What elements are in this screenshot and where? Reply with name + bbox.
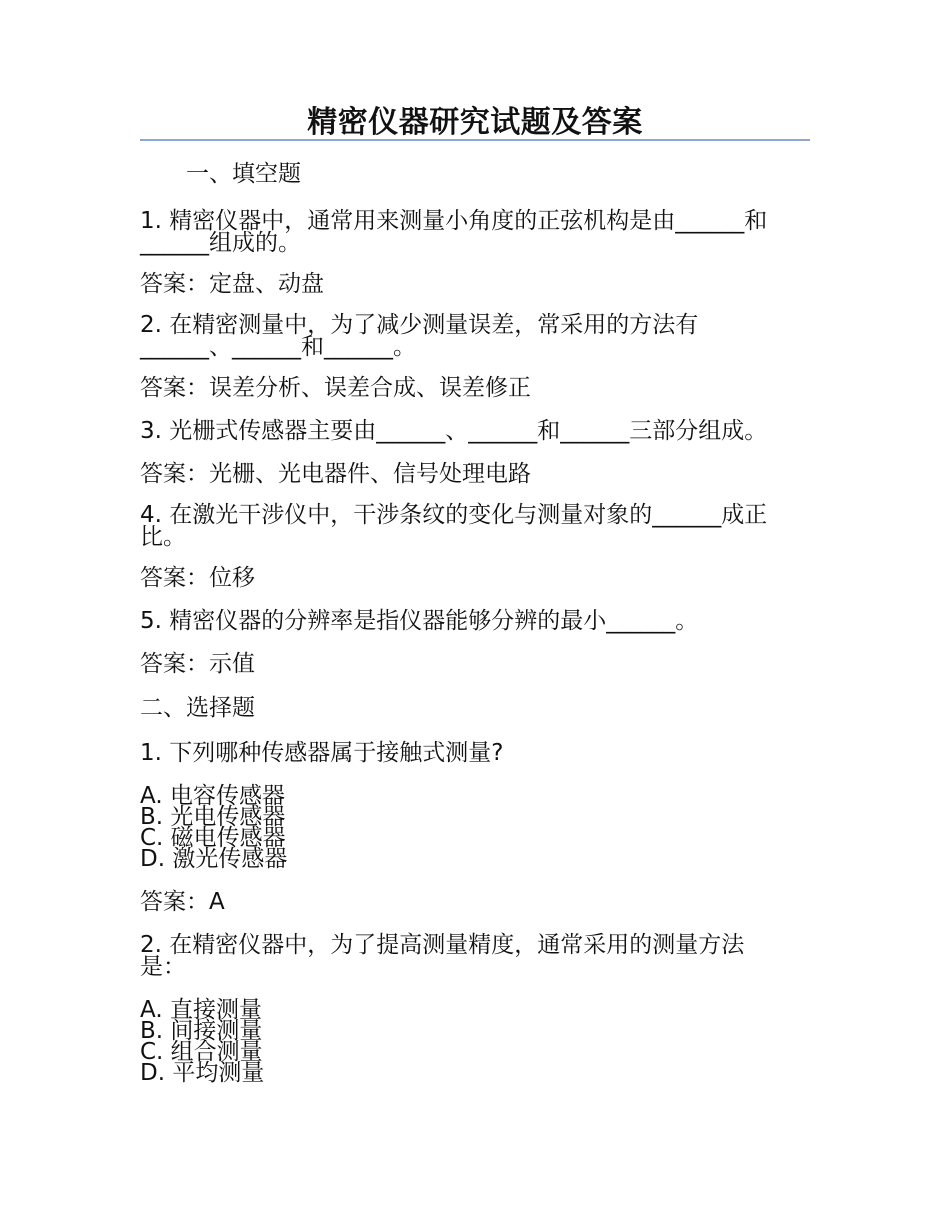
fill-question-3: 3. 光栅式传感器主要由______、______和______三部分组成。 — [140, 418, 768, 444]
fill-question-5: 5. 精密仪器的分辨率是指仪器能够分辨的最小______。 — [140, 608, 699, 634]
option-c: C. 组合测量 — [140, 1039, 263, 1065]
question-text-line: ______、______和______。 — [140, 334, 416, 360]
option-a: A. 直接测量 — [140, 997, 262, 1023]
option-c: C. 磁电传感器 — [140, 825, 286, 851]
fill-question-4 — [140, 504, 810, 548]
choice-question-1: 1. 下列哪种传感器属于接触式测量? — [140, 740, 504, 766]
question-text-line: 1. 精密仪器中，通常用来测量小角度的正弦机构是由______和 — [140, 208, 768, 234]
choice-options-2 — [140, 997, 810, 1086]
answer-text: 答案：示值 — [140, 651, 255, 677]
question-text-line: ______组成的。 — [140, 230, 301, 256]
section-heading-fill-blank: 一、填空题 — [186, 161, 301, 187]
option-d: D. 激光传感器 — [140, 846, 288, 872]
page-title: 精密仪器研究试题及答案 — [307, 105, 643, 140]
question-text-line: 2. 在精密仪器中，为了提高测量精度，通常采用的测量方法 — [140, 932, 745, 958]
question-text-line: 2. 在精密测量中，为了减少测量误差，常采用的方法有 — [140, 312, 699, 338]
answer-text: 答案：定盘、动盘 — [140, 271, 324, 297]
answer-text: 答案：位移 — [140, 565, 255, 591]
question-text-line: 是： — [140, 954, 186, 980]
document-page — [140, 0, 810, 1084]
fill-question-2 — [140, 314, 810, 358]
question-text-line: 比。 — [140, 524, 186, 550]
choice-options-1 — [140, 783, 810, 872]
answer-text: 答案：误差分析、误差合成、误差修正 — [140, 375, 531, 401]
choice-question-2 — [140, 934, 810, 978]
option-d: D. 平均测量 — [140, 1060, 265, 1086]
answer-text: 答案：A — [140, 889, 225, 915]
option-a: A. 电容传感器 — [140, 783, 285, 809]
option-b: B. 间接测量 — [140, 1018, 263, 1044]
option-b: B. 光电传感器 — [140, 804, 286, 830]
answer-text: 答案：光栅、光电器件、信号处理电路 — [140, 461, 531, 487]
title-area — [140, 0, 810, 142]
section-heading-multiple-choice: 二、选择题 — [140, 695, 255, 721]
title-underline — [140, 139, 810, 141]
fill-question-1 — [140, 210, 810, 254]
question-text-line: 4. 在激光干涉仪中，干涉条纹的变化与测量对象的______成正 — [140, 502, 768, 528]
